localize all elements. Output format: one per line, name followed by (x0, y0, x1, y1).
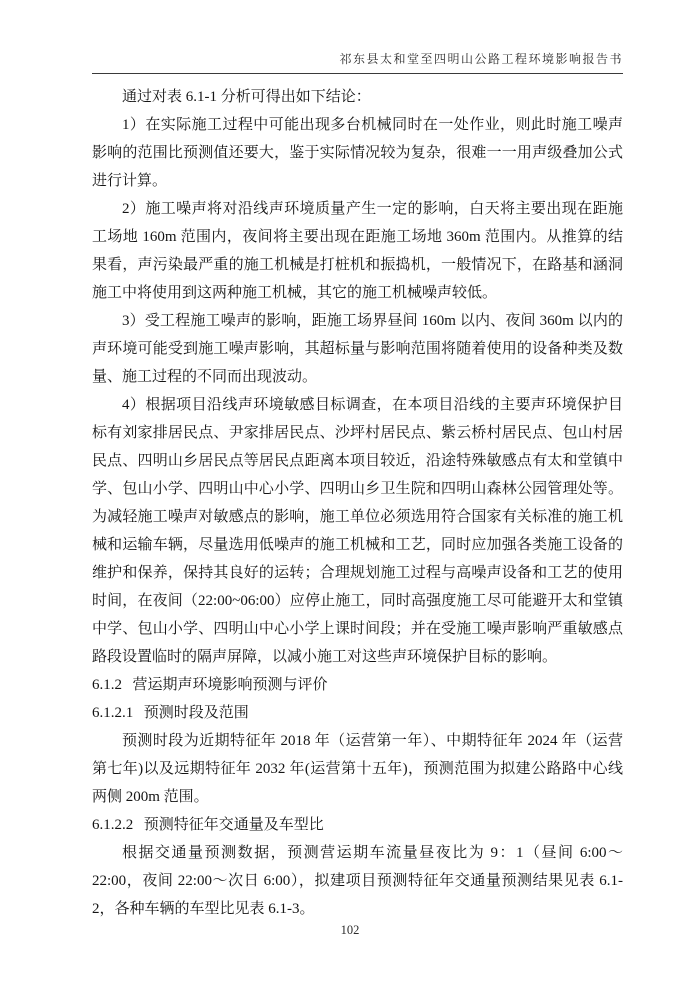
running-header (92, 51, 623, 74)
paragraph-conclusion-4: 4）根据项目沿线声环境敏感目标调查，在本项目沿线的主要声环境保护目标有刘家排居民点、尹家排居民点、沙坪村居民点、紫云桥村居民点、包山村居民点、四明山乡居民点等居民点距离本项目较近，沿途特殊敏感点有太和堂镇中学、包山小学、四明山中心小学、四明山乡卫生院和四明山森林公园管理处等。为减轻施工噪声对敏感点的影响，施工单位必须选用符合国家有关标准的施工机械和运输车辆，尽量选用低噪声的施工机械和工艺，同时应加强各类施工设备的维护和保养，保持其良好的运转；合理规划施工过程与高噪声设备和工艺的使用时间，在夜间（22:00~06:00）应停止施工，同时高强度施工尽可能避开太和堂镇中学、包山小学、四明山中心小学上课时间段；并在受施工噪声影响严重敏感点路段设置临时的隔声屏障，以减小施工对这些声环境保护目标的影响。 (92, 397, 623, 665)
section-heading-6-1-2 (92, 671, 623, 699)
page-footer (0, 921, 700, 939)
section-title: 预测特征年交通量及车型比 (143, 817, 324, 833)
paragraph-conclusion-3: 3）受工程施工噪声的影响，距施工场界昼间 160m 以内、夜间 360m 以内的声环境可能受到施工噪声影响，其超标量与影响范围将随着使用的设备种类及数量、施工过程的不同而出现波动。 (92, 313, 623, 385)
section-number: 6.1.2.2 (92, 817, 134, 833)
section-heading-6-1-2-2 (92, 811, 623, 839)
section-number: 6.1.2 (92, 677, 122, 693)
section-title: 预测时段及范围 (143, 705, 249, 721)
paragraph-prediction-period: 预测时段为近期特征年 2018 年（运营第一年）、中期特征年 2024 年（运营第七年)以及远期特征年 2032 年(运营第十五年)，预测范围为拟建公路路中心线两侧 200m 范围。 (92, 733, 623, 805)
paragraph-conclusion-intro: 通过对表 6.1-1 分析可得出如下结论： (122, 89, 371, 105)
section-number: 6.1.2.1 (92, 705, 134, 721)
document-body (92, 83, 623, 923)
paragraph-conclusion-1: 1）在实际施工过程中可能出现多台机械同时在一处作业，则此时施工噪声影响的范围比预测值还要大，鉴于实际情况较为复杂，很难一一用声级叠加公式进行计算。 (92, 117, 623, 189)
paragraph-traffic-forecast: 根据交通量预测数据，预测营运期车流量昼夜比为 9：1（昼间 6:00～22:00，夜间 22:00～次日 6:00），拟建项目预测特征年交通量预测结果见表 6.1-2，各种车辆的车型比见表 6.1-3。 (92, 845, 623, 917)
page-number: 102 (340, 923, 360, 937)
paragraph-conclusion-2: 2）施工噪声将对沿线声环境质量产生一定的影响，白天将主要出现在距施工场地 160m 范围内，夜间将主要出现在距施工场地 360m 范围内。从推算的结果看，声污染最严重的施工机械是打桩机和振捣机，一般情况下，在路基和涵洞施工中将使用到这两种施工机械，其它的施工机械噪声较低。 (92, 201, 623, 301)
section-title: 营运期声环境影响预测与评价 (132, 677, 328, 693)
running-header-text: 祁东县太和堂至四明山公路工程环境影响报告书 (339, 52, 623, 66)
section-heading-6-1-2-1 (92, 699, 623, 727)
